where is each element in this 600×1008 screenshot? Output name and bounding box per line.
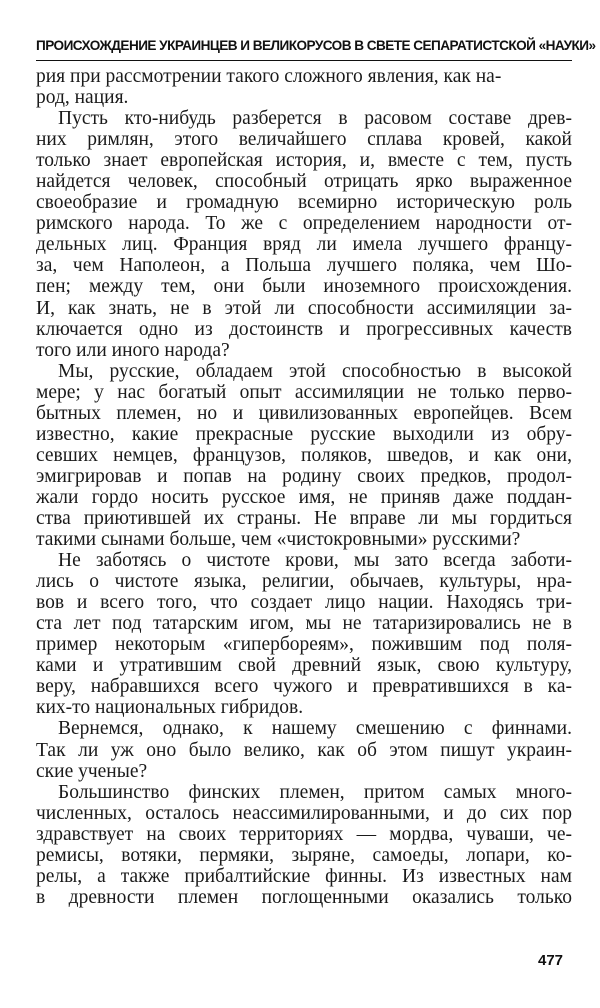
page-number: 477 <box>538 952 564 969</box>
text-line: Мы, русские, обладаем этой способностью в высокой <box>58 360 572 382</box>
text-line: здравствует на своих территориях — мордва, чуваши, че- <box>36 823 572 845</box>
text-line: релы, а также прибалтийские финны. Из известных нам <box>36 865 572 887</box>
text-line: римского народа. То же с определением народности от- <box>36 213 572 235</box>
text-line: за, чем Наполеон, а Польша лучшего поляка, чем Шо- <box>36 255 572 277</box>
text-line: Так ли уж оно было велико, как об этом пишут украин- <box>36 739 572 761</box>
text-line: пример некоторым «гипербореям», пожившим под поля- <box>36 634 572 656</box>
text-line: ста лет под татарским игом, мы не татаризировались не в <box>36 613 572 635</box>
text-line: И, как знать, не в этой ли способности ассимиляции за- <box>36 297 572 319</box>
text-line: такими сынами больше, чем «чистокровными» русскими? <box>36 529 521 551</box>
text-line: того или иного народа? <box>36 339 230 361</box>
text-line: дельных лиц. Франция вряд ли имела лучшего францу- <box>36 234 572 256</box>
text-line: рия при рассмотрении такого сложного явления, как на- <box>36 66 502 87</box>
text-line: род, нация. <box>36 87 129 109</box>
running-header: ПРОИСХОЖДЕНИЕ УКРАИНЦЕВ И ВЕЛИКОРУСОВ В СВЕТЕ СЕПАРАТИСТСКОЙ «НАУКИ» <box>36 38 596 53</box>
text-line: ключается одно из достоинств и прогрессивных качеств <box>36 318 572 340</box>
text-line: ких-то национальных гибридов. <box>36 697 304 719</box>
text-line: веру, набравшихся всего чужого и превратившихся в ка- <box>36 676 572 698</box>
text-line: найдется человек, способный отрицать ярко выраженное <box>36 171 572 193</box>
text-line: Не заботясь о чистоте крови, мы зато всегда заботи- <box>58 550 572 572</box>
text-line: пен; между тем, они были иноземного происхождения. <box>36 276 572 298</box>
text-line: только знает европейская история, и, вместе с тем, пусть <box>36 150 572 172</box>
text-line: эмигрировав и попав на родину своих предков, продол- <box>36 465 572 487</box>
text-line: ские ученые? <box>36 760 148 782</box>
text-line: жали гордо носить русское имя, не приняв даже поддан- <box>36 486 572 508</box>
text-line: Пусть кто-нибудь разберется в расовом составе древ- <box>58 108 572 130</box>
text-line: лись о чистоте языка, религии, обычаев, культуры, нра- <box>36 571 572 593</box>
text-line: ками и утратившим свой древний язык, свою культуру, <box>36 655 572 677</box>
text-line: мере; у нас богатый опыт ассимиляции не только перво- <box>36 381 572 403</box>
text-line: ства приютившей их страны. Не вправе ли мы гордиться <box>36 507 572 529</box>
text-line: вов и всего того, что создает лицо нации. Находясь три- <box>36 592 572 614</box>
text-line: известно, какие прекрасные русские выходили из обру- <box>36 423 572 445</box>
text-line: Большинство финских племен, притом самых много- <box>58 781 572 803</box>
text-line: севших немцев, французов, поляков, шведов, и как они, <box>36 444 572 466</box>
text-line: Вернемся, однако, к нашему смешению с финнами. <box>58 718 572 740</box>
header-rule <box>36 60 572 61</box>
text-line: бытных племен, но и цивилизованных европейцев. Всем <box>36 402 572 424</box>
body-text <box>36 66 572 908</box>
text-line: численных, осталось неассимилированными, и до сих пор <box>36 802 572 824</box>
text-line: ремисы, вотяки, пермяки, зыряне, самоеды, лопари, ко- <box>36 844 572 866</box>
text-line: своеобразие и громадную всемирно историческую роль <box>36 192 572 214</box>
text-line: них римлян, этого величайшего сплава кровей, какой <box>36 129 572 151</box>
text-line: в древности племен поглощенными оказались только <box>36 886 572 908</box>
